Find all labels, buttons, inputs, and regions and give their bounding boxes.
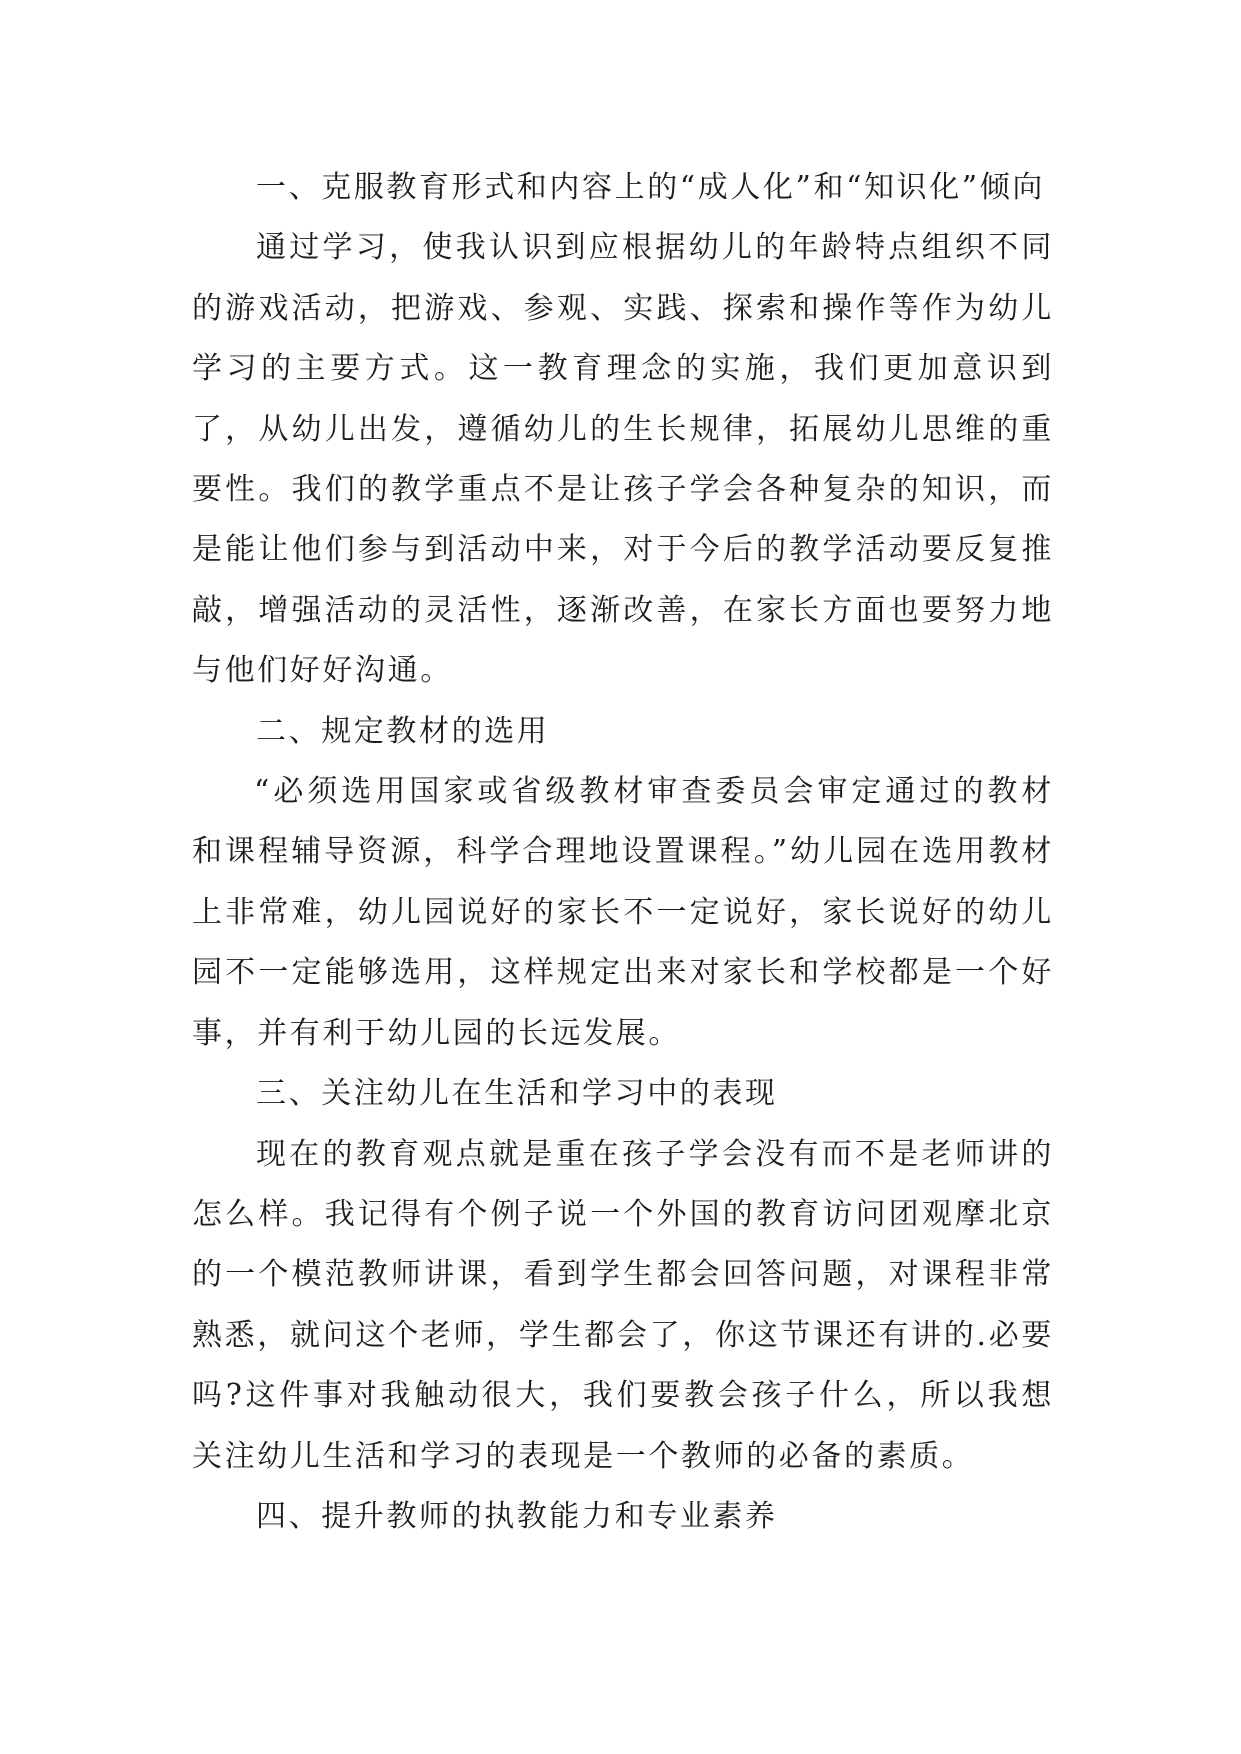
section-heading-2: 二、规定教材的选用 — [256, 713, 550, 749]
body-paragraph-1: 通过学习，使我认识到应根据幼儿的年龄特点组织不同的游戏活动，把游戏、参观、实践、探索和操作等作为幼儿学习的主要方式。这一教育理念的实施，我们更加意识到了，从幼儿出发，遵循幼儿的生长规律，拓展幼儿思维的重要性。我们的教学重点不是让孩子学会各种复杂的知识，而是能让他们参与到活动中来，对于今后的教学活动要反复推敲，增强活动的灵活性，逐渐改善，在家长方面也要努力地与他们好好沟通。 — [192, 230, 1054, 689]
section-heading-3: 三、关注幼儿在生活和学习中的表现 — [256, 1076, 778, 1112]
section-heading-4: 四、提升教师的执教能力和专业素养 — [256, 1498, 778, 1534]
section-heading-1: 一、克服教育形式和内容上的“成人化”和“知识化”倾向 — [256, 170, 1045, 205]
body-paragraph-3: 现在的教育观点就是重在孩子学会没有而不是老师讲的怎么样。我记得有个例子说一个外国的教育访问团观摩北京的一个模范教师讲课，看到学生都会回答问题，对课程非常熟悉，就问这个老师，学生都会了，你这节课还有讲的.必要吗?这件事对我触动很大，我们要教会孩子什么，所以我想关注幼儿生活和学习的表现是一个教师的必备的素质。 — [192, 1136, 1054, 1474]
document-body — [192, 158, 1054, 1547]
body-paragraph-2: “必须选用国家或省级教材审查委员会审定通过的教材和课程辅导资源，科学合理地设置课程。”幼儿园在选用教材上非常难，幼儿园说好的家长不一定说好，家长说好的幼儿园不一定能够选用，这样规定出来对家长和学校都是一个好事，并有利于幼儿园的长远发展。 — [192, 774, 1054, 1051]
